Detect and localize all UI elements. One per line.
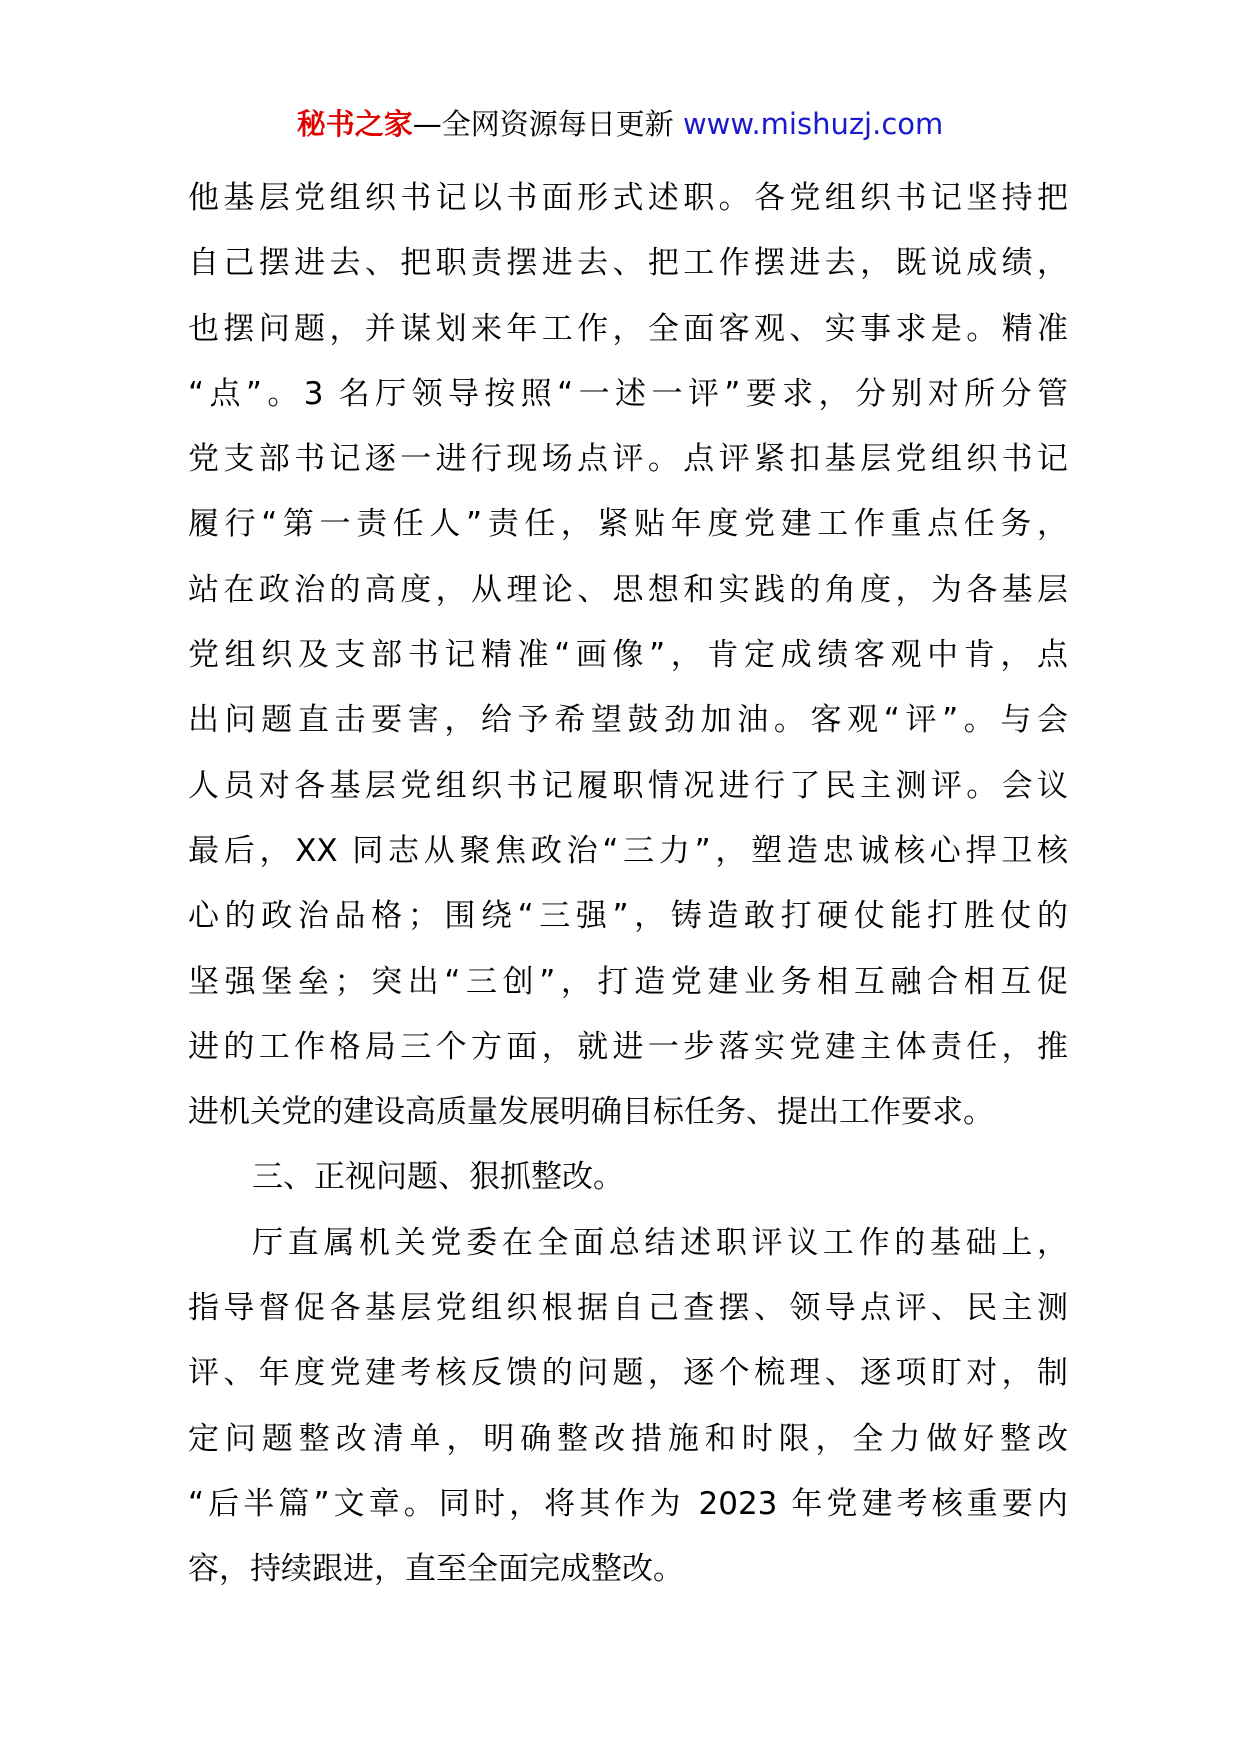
text-line: 党组织及支部书记精准“画像”，肯定成绩客观中肯，点 [188, 637, 1068, 674]
text-line: 党支部书记逐一进行现场点评。点评紧扣基层党组织书记 [188, 441, 1068, 478]
text-line: 进的工作格局三个方面，就进一步落实党建主体责任，推 [188, 1028, 1068, 1065]
website-url[interactable]: www.mishuzj.com [682, 107, 944, 141]
text-line: 也摆问题，并谋划来年工作，全面客观、实事求是。精准 [188, 310, 1068, 347]
text-line: 评、年度党建考核反馈的问题，逐个梳理、逐项盯对，制 [188, 1355, 1068, 1392]
text-line: 指导督促各基层党组织根据自己查摆、领导点评、民主测 [188, 1290, 1068, 1327]
text-line: 进机关党的建设高质量发展明确目标任务、提出工作要求。 [188, 1094, 994, 1131]
text-line: 定问题整改清单，明确整改措施和时限，全力做好整改 [188, 1420, 1068, 1457]
document-body [188, 166, 1068, 1603]
brand-name: 秘书之家 [296, 107, 413, 141]
section-heading: 三、正视问题、狠抓整改。 [252, 1159, 624, 1196]
text-line: “后半篇”文章。同时，将其作为 2023 年党建考核重要内 [188, 1485, 1068, 1522]
text-line: 坚强堡垒；突出“三创”，打造党建业务相互融合相互促 [188, 963, 1068, 1000]
text-line: 站在政治的高度，从理论、思想和实践的角度，为各基层 [188, 571, 1068, 608]
text-line: 最后，XX 同志从聚焦政治“三力”，塑造忠诚核心捍卫核 [188, 832, 1068, 869]
text-line: 容，持续跟进，直至全面完成整改。 [188, 1551, 684, 1588]
text-line: 履行“第一责任人”责任，紧贴年度党建工作重点任务， [188, 506, 1068, 543]
text-line: 他基层党组织书记以书面形式述职。各党组织书记坚持把 [188, 180, 1068, 216]
paragraph-first-line: 厅直属机关党委在全面总结述职评议工作的基础上， [252, 1224, 1068, 1261]
text-line: 人员对各基层党组织书记履职情况进行了民主测评。会议 [188, 767, 1068, 804]
text-line: 出问题直击要害，给予希望鼓劲加油。客观“评”。与会 [188, 702, 1068, 739]
text-line: “点”。3 名厅领导按照“一述一评”要求，分别对所分管 [188, 375, 1068, 412]
page-header [0, 102, 1240, 146]
text-line: 心的政治品格；围绕“三强”，铸造敢打硬仗能打胜仗的 [188, 898, 1068, 935]
header-tagline: —全网资源每日更新 [412, 107, 674, 141]
text-line: 自己摆进去、把职责摆进去、把工作摆进去，既说成绩， [188, 245, 1068, 282]
